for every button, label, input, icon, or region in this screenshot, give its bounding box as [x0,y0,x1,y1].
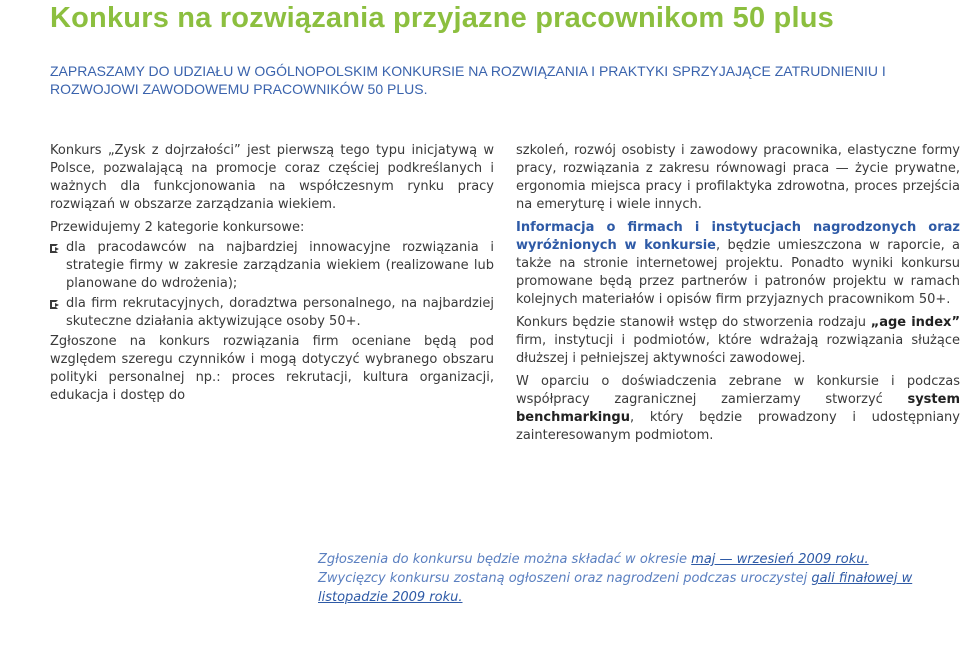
age-index-term: „age index” [870,315,960,330]
category-list [50,239,494,331]
bullet-arrow-icon [50,244,58,253]
right-paragraph-2 [516,219,960,309]
info-rest-text: , będzie umieszczona w raporcie, a także na stronie internetowej projektu. Ponadto wyniki konkursu promowane będą przez partnerów i patronów projektu w ramach kolejnych materiałów i opisów firm przyjaznych pracownikom 50+. [516,238,960,307]
footer-gala-date: gali finałowej w listopadzie 2009 roku. [318,571,913,605]
benchmark-term: system benchmarkingu [516,392,960,425]
age-index-intro: Konkurs będzie stanowił wstęp do stworzenia rodzaju [516,315,871,330]
right-paragraph-1: szkoleń, rozwój osobisty i zawodowy pracownika, elastyczne formy pracy, rozwiązania z zakresu równowagi praca — życie prywatne, ergonomia miejsca pracy i profilaktyka zdrowotna, proces przejścia na emeryturę i wiele innych. [516,143,960,212]
list-item [50,239,494,293]
footer-line-2 [318,569,918,607]
list-item-text: dla firm rekrutacyjnych, doradztwa personalnego, na najbardziej skuteczne działania aktywizujące osoby 50+. [66,296,494,329]
right-paragraph-3 [516,314,960,368]
footer-line-1 [318,550,918,569]
page-title: Konkurs na rozwiązania przyjazne pracownikom 50 plus [50,2,834,34]
benchmark-rest: , który będzie prowadzony i udostępniany zainteresowanym podmiotom. [516,410,960,443]
benchmark-intro: W oparciu o doświadczenia zebrane w konkursie i podczas współpracy zagranicznej zamierzamy stworzyć [516,374,960,407]
footer-deadline-date: maj — wrzesień 2009 roku. [691,552,869,567]
footer-note [318,550,918,607]
bullet-arrow-icon [50,300,58,309]
info-bold-text: Informacja o firmach i instytucjach nagrodzonych oraz wyróżnionych w konkursie [516,220,960,253]
age-index-rest: firm, instytucji i podmiotów, które wdrażają rozwiązania służące dłuższej i pełniejszej aktywności zawodowej. [516,333,960,366]
left-paragraph-2: Przewidujemy 2 kategorie konkursowe: [50,220,305,235]
left-paragraph-1: Konkurs „Zysk z dojrzałości” jest pierwszą tego typu inicjatywą w Polsce, pozwalającą na promocje coraz częściej podkreślanych i ważnych dla funkcjonowania na współczesnym rynku pracy rozwiązań w obszarze zarządzania wiekiem. [50,143,494,212]
right-column [516,142,960,450]
right-paragraph-4 [516,373,960,445]
footer-deadline-text: Zgłoszenia do konkursu będzie można składać w okresie [318,552,692,567]
intro-text: ZAPRASZAMY DO UDZIAŁU W OGÓLNOPOLSKIM KONKURSIE NA ROZWIĄZANIA I PRAKTYKI SPRZYJAJĄCE ZATRUDNIENIU I ROZWOJOWI ZAWODOWEMU PRACOWNIKÓW 50 PLUS. [50,63,886,97]
footer-gala-text: Zwycięzcy konkursu zostaną ogłoszeni oraz nagrodzeni podczas uroczystej [318,571,812,586]
list-item-text: dla pracodawców na najbardziej innowacyjne rozwiązania i strategie firmy w zakresie zarządzania wiekiem (realizowane lub planowane do wdrożenia); [66,240,494,291]
left-column [50,142,494,410]
list-item [50,295,494,331]
left-paragraph-3: Zgłoszone na konkurs rozwiązania firm oceniane będą pod względem szeregu czynników i mogą dotyczyć wybranego obszaru polityki personalnej np.: proces rekrutacji, kultura organizacji, edukacja i dostęp do [50,334,494,403]
